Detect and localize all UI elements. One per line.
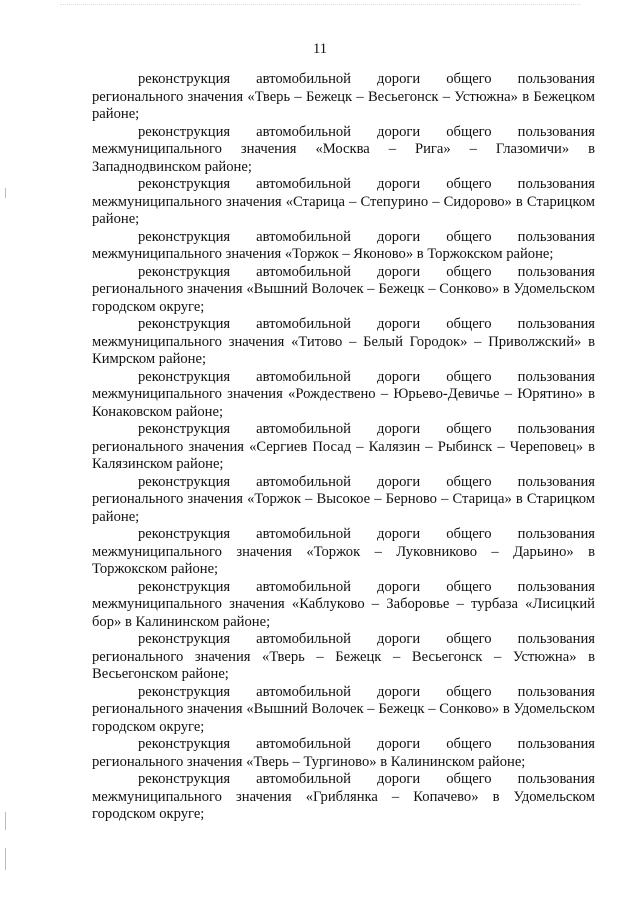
- page-number: 11: [313, 41, 327, 57]
- scan-artifact: [60, 4, 580, 7]
- document-body: [92, 71, 595, 824]
- list-item: реконструкция автомобильной дороги общего пользования регионального значения «Вышний Волочек – Бежецк – Сонково» в Удомельском городском округе;: [92, 683, 595, 735]
- list-item: реконструкция автомобильной дороги общего пользования межмуниципального значения «Рождествено – Юрьево-Девичье – Юрятино» в Конаковском районе;: [92, 368, 595, 420]
- list-item: реконструкция автомобильной дороги общего пользования межмуниципального значения «Старица – Степурино – Сидорово» в Старицком районе;: [92, 176, 595, 227]
- scan-artifact: [5, 188, 6, 198]
- list-item: реконструкция автомобильной дороги общего пользования регионального значения «Тверь – Бежецк – Весьегонск – Устюжна» в Весьегонском районе;: [92, 631, 595, 682]
- list-item: реконструкция автомобильной дороги общего пользования межмуниципального значения «Гриблянка – Копачево» в Удомельском городском округе;: [92, 771, 595, 822]
- list-item: реконструкция автомобильной дороги общего пользования регионального значения «Торжок – Высокое – Берново – Старица» в Старицком районе;: [92, 473, 595, 525]
- scan-artifact: [5, 848, 6, 870]
- list-item: реконструкция автомобильной дороги общего пользования межмуниципального значения «Торжок – Луковниково – Дарьино» в Торжокском районе;: [92, 526, 595, 577]
- list-item: реконструкция автомобильной дороги общего пользования межмуниципального значения «Каблуково – Заборовье – турбаза «Лисицкий бор» в Калининском районе;: [92, 578, 595, 630]
- list-item: реконструкция автомобильной дороги общего пользования межмуниципального значения «Торжок – Яконово» в Торжокском районе;: [92, 228, 595, 262]
- list-item: реконструкция автомобильной дороги общего пользования межмуниципального значения «Москва – Рига» – Глазомичи» в Западнодвинском районе;: [92, 123, 595, 175]
- list-item: реконструкция автомобильной дороги общего пользования регионального значения «Сергиев Посад – Калязин – Рыбинск – Череповец» в Калязинском районе;: [92, 421, 595, 472]
- list-item: реконструкция автомобильной дороги общего пользования регионального значения «Вышний Волочек – Бежецк – Сонково» в Удомельском городском округе;: [92, 263, 595, 315]
- list-item: реконструкция автомобильной дороги общего пользования регионального значения «Тверь – Тургиново» в Калининском районе;: [92, 736, 595, 770]
- list-item: реконструкция автомобильной дороги общего пользования регионального значения «Тверь – Бежецк – Весьегонск – Устюжна» в Бежецком районе;: [92, 71, 595, 122]
- list-item: реконструкция автомобильной дороги общего пользования межмуниципального значения «Титово – Белый Городок» – Приволжский» в Кимрском районе;: [92, 316, 595, 367]
- scan-artifact: [5, 812, 6, 830]
